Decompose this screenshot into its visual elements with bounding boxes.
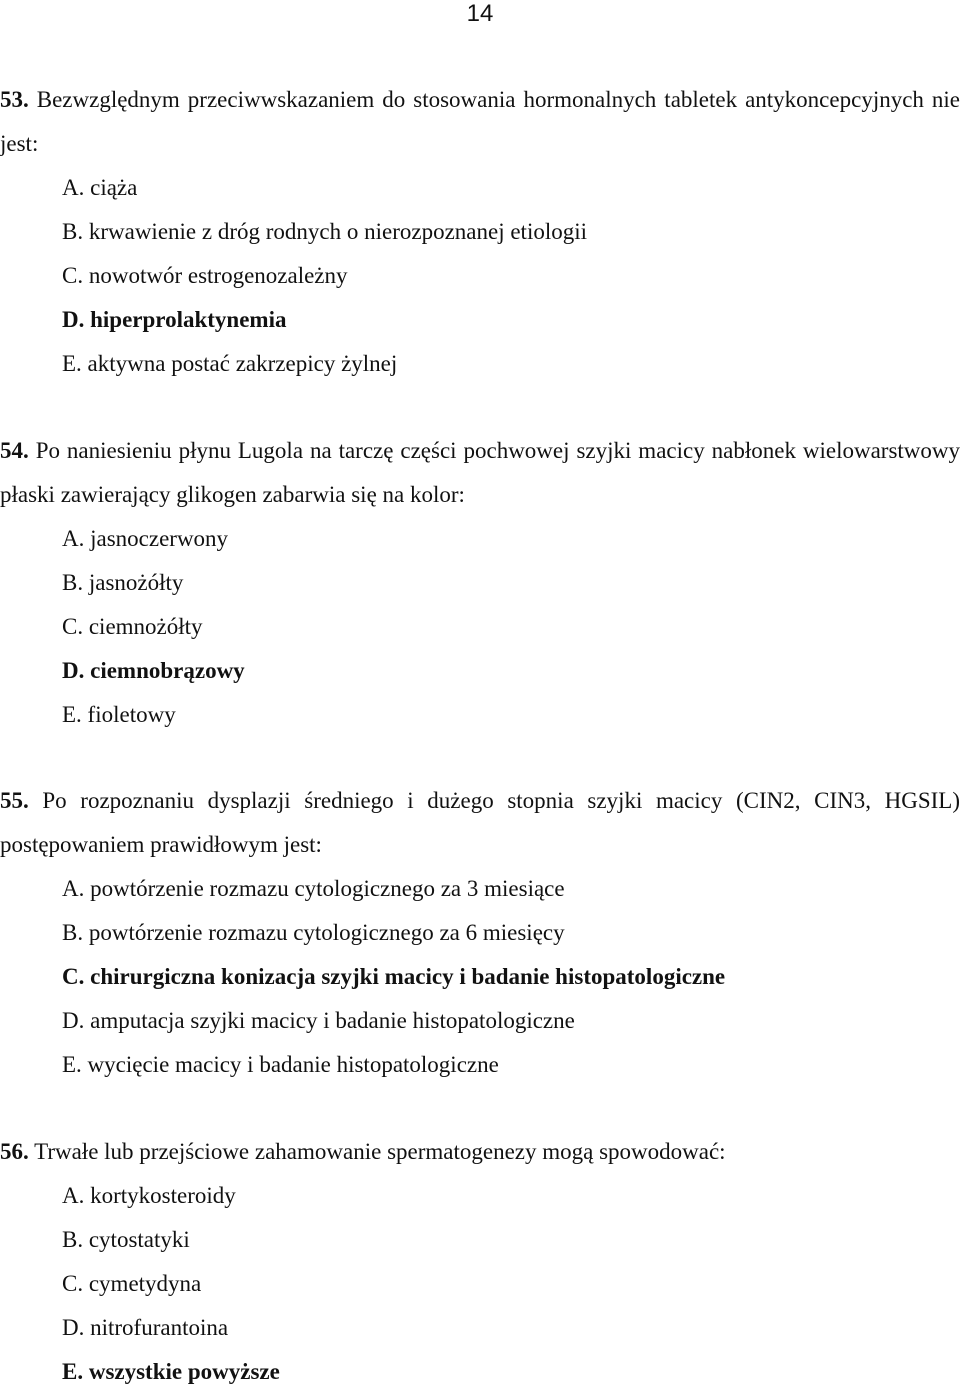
question-number: 55. bbox=[0, 788, 29, 813]
question-text: Po rozpoznaniu dysplazji średniego i dużego stopnia szyjki macicy (CIN2, CIN3, HGSIL) postępowaniem prawidłowym jest: bbox=[0, 788, 960, 857]
question-number: 54. bbox=[0, 438, 29, 463]
question-text: Po naniesieniu płynu Lugola na tarczę części pochwowej szyjki macicy nabłonek wielowarstwowy płaski zawierający glikogen zabarwia się na kolor: bbox=[0, 438, 960, 507]
page-number: 14 bbox=[466, 0, 494, 27]
answer-options bbox=[0, 166, 960, 386]
question-53 bbox=[0, 78, 960, 386]
answer-options bbox=[0, 867, 960, 1087]
question-number: 53. bbox=[0, 87, 29, 112]
answer-option-d: D. amputacja szyjki macicy i badanie histopatologiczne bbox=[62, 1008, 575, 1033]
answer-options bbox=[0, 1174, 960, 1394]
answer-option-c: C. chirurgiczna konizacja szyjki macicy i badanie histopatologiczne bbox=[62, 964, 726, 989]
question-stem bbox=[0, 429, 960, 517]
question-stem bbox=[0, 78, 960, 166]
answer-option-d: D. nitrofurantoina bbox=[62, 1315, 229, 1340]
answer-option-b: B. jasnożółty bbox=[62, 570, 184, 595]
answer-option-e: E. wycięcie macicy i badanie histopatologiczne bbox=[62, 1052, 499, 1077]
answer-option-a: A. jasnoczerwony bbox=[62, 526, 229, 551]
answer-option-d: D. ciemnobrązowy bbox=[62, 658, 245, 683]
answer-options bbox=[0, 517, 960, 737]
answer-option-c: C. nowotwór estrogenozależny bbox=[62, 263, 348, 288]
answer-option-b: B. cytostatyki bbox=[62, 1227, 190, 1252]
question-54 bbox=[0, 429, 960, 737]
question-56 bbox=[0, 1130, 960, 1394]
answer-option-e: E. fioletowy bbox=[62, 702, 176, 727]
answer-option-a: A. ciąża bbox=[62, 175, 138, 200]
answer-option-a: A. kortykosteroidy bbox=[62, 1183, 236, 1208]
question-text: Bezwzględnym przeciwwskazaniem do stosowania hormonalnych tabletek antykoncepcyjnych nie jest: bbox=[0, 87, 960, 156]
question-text: Trwałe lub przejściowe zahamowanie spermatogenezy mogą spowodować: bbox=[34, 1139, 726, 1164]
question-stem bbox=[0, 1130, 960, 1174]
answer-option-d: D. hiperprolaktynemia bbox=[62, 307, 287, 332]
answer-option-b: B. powtórzenie rozmazu cytologicznego za 6 miesięcy bbox=[62, 920, 565, 945]
question-number: 56. bbox=[0, 1139, 29, 1164]
answer-option-c: C. ciemnożółty bbox=[62, 614, 203, 639]
question-stem bbox=[0, 779, 960, 867]
answer-option-b: B. krwawienie z dróg rodnych o nierozpoznanej etiologii bbox=[62, 219, 588, 244]
question-55 bbox=[0, 779, 960, 1087]
answer-option-e: E. aktywna postać zakrzepicy żylnej bbox=[62, 351, 398, 376]
answer-option-e: E. wszystkie powyższe bbox=[62, 1359, 280, 1384]
answer-option-c: C. cymetydyna bbox=[62, 1271, 202, 1296]
answer-option-a: A. powtórzenie rozmazu cytologicznego za 3 miesiące bbox=[62, 876, 565, 901]
